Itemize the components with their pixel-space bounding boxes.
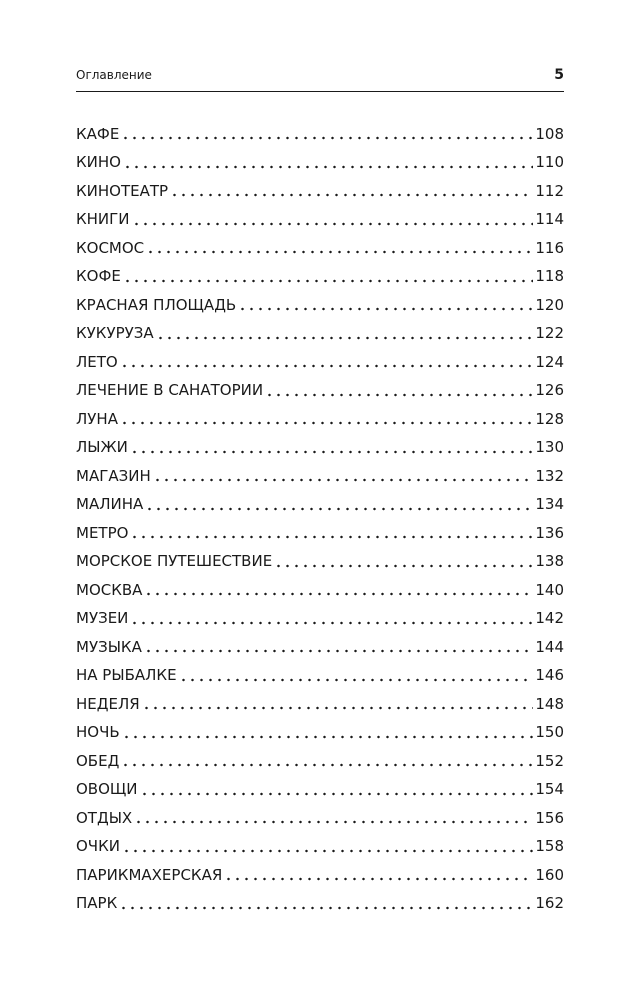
dot-leader <box>132 213 534 227</box>
toc-entry[interactable] <box>76 548 564 577</box>
dot-leader <box>179 669 534 683</box>
dot-leader <box>144 583 533 597</box>
toc-entry-title: НОЧЬ <box>76 723 120 742</box>
toc-entry-title: ОТДЫХ <box>76 808 133 827</box>
toc-entry-title: ЛУНА <box>76 409 118 428</box>
toc-entry-title: ОБЕД <box>76 751 120 770</box>
toc-entry-page: 116 <box>535 238 564 257</box>
toc-entry-title: ОВОЩИ <box>76 780 138 799</box>
dot-leader <box>274 555 533 569</box>
toc-entry-page: 118 <box>535 267 564 286</box>
dot-leader <box>119 897 533 911</box>
dot-leader <box>145 498 533 512</box>
page-number: 5 <box>554 67 564 83</box>
toc-entry-title: МОСКВА <box>76 580 143 599</box>
toc-entry[interactable] <box>76 662 564 691</box>
toc-entry-title: ПАРИКМАХЕРСКАЯ <box>76 865 223 884</box>
toc-entry[interactable] <box>76 519 564 548</box>
dot-leader <box>153 469 534 483</box>
dot-leader <box>121 754 533 768</box>
toc-entry[interactable] <box>76 491 564 520</box>
toc-entry-page: 128 <box>535 409 564 428</box>
toc-entry-page: 112 <box>535 181 564 200</box>
toc-entry[interactable] <box>76 690 564 719</box>
dot-leader <box>140 783 534 797</box>
toc-entry-title: КИНО <box>76 153 121 172</box>
toc-entry-title: ОЧКИ <box>76 837 120 856</box>
toc-entry-page: 110 <box>535 153 564 172</box>
toc-entry-title: МАЛИНА <box>76 495 144 514</box>
toc-entry[interactable] <box>76 177 564 206</box>
toc-entry-page: 134 <box>535 495 564 514</box>
toc-entry-page: 120 <box>535 295 564 314</box>
toc-entry[interactable] <box>76 605 564 634</box>
toc-entry-page: 160 <box>535 865 564 884</box>
toc-entry-page: 130 <box>535 438 564 457</box>
toc-entry[interactable] <box>76 833 564 862</box>
toc-entry-page: 122 <box>535 324 564 343</box>
toc-entry-page: 140 <box>535 580 564 599</box>
toc-entry[interactable] <box>76 890 564 919</box>
toc-entry-title: ЛЕЧЕНИЕ В САНАТОРИИ <box>76 381 264 400</box>
dot-leader <box>156 327 534 341</box>
toc-entry-title: МУЗЫКА <box>76 637 142 656</box>
toc-entry[interactable] <box>76 149 564 178</box>
header-divider <box>76 91 564 92</box>
toc-entry-page: 156 <box>535 808 564 827</box>
toc-entry-page: 138 <box>535 552 564 571</box>
toc-entry-title: КОСМОС <box>76 238 145 257</box>
toc-entry[interactable] <box>76 633 564 662</box>
toc-entry-title: КАФЕ <box>76 124 120 143</box>
toc-entry-page: 152 <box>535 751 564 770</box>
toc-entry[interactable] <box>76 263 564 292</box>
toc-entry-page: 150 <box>535 723 564 742</box>
dot-leader <box>122 726 534 740</box>
toc-entry-page: 124 <box>535 352 564 371</box>
toc-entry[interactable] <box>76 747 564 776</box>
toc-entry[interactable] <box>76 348 564 377</box>
dot-leader <box>120 412 533 426</box>
toc-entry[interactable] <box>76 719 564 748</box>
running-header <box>76 64 564 86</box>
toc-entry-page: 144 <box>535 637 564 656</box>
toc-entry-title: КНИГИ <box>76 210 130 229</box>
running-header-title: Оглавление <box>76 68 152 82</box>
toc-entry-title: МУЗЕИ <box>76 609 129 628</box>
toc-entry[interactable] <box>76 405 564 434</box>
toc-entry-page: 114 <box>535 210 564 229</box>
toc-entry[interactable] <box>76 576 564 605</box>
dot-leader <box>122 840 533 854</box>
dot-leader <box>265 384 533 398</box>
toc-entry[interactable] <box>76 462 564 491</box>
dot-leader <box>130 612 533 626</box>
dot-leader <box>142 697 534 711</box>
toc-entry-title: КУКУРУЗА <box>76 324 154 343</box>
dot-leader <box>123 270 534 284</box>
dot-leader <box>238 298 533 312</box>
toc-entry-title: ПАРК <box>76 894 118 913</box>
dot-leader <box>144 640 534 654</box>
toc-entry-page: 158 <box>535 837 564 856</box>
toc-entry-title: МОРСКОЕ ПУТЕШЕСТВИЕ <box>76 552 273 571</box>
dot-leader <box>120 355 534 369</box>
toc-entry-title: НА РЫБАЛКЕ <box>76 666 177 685</box>
toc-entry-title: ЛЫЖИ <box>76 438 128 457</box>
toc-entry[interactable] <box>76 291 564 320</box>
dot-leader <box>121 127 533 141</box>
toc-entry[interactable] <box>76 234 564 263</box>
dot-leader <box>123 156 533 170</box>
dot-leader <box>130 526 533 540</box>
toc-entry-page: 154 <box>535 780 564 799</box>
toc-entry-page: 136 <box>535 523 564 542</box>
toc-entry[interactable] <box>76 206 564 235</box>
dot-leader <box>130 441 533 455</box>
toc-entry-title: ЛЕТО <box>76 352 118 371</box>
toc-entry-title: КОФЕ <box>76 267 121 286</box>
dot-leader <box>170 184 533 198</box>
toc-entry-title: КРАСНАЯ ПЛОЩАДЬ <box>76 295 237 314</box>
toc-entry[interactable] <box>76 377 564 406</box>
toc-entry-page: 108 <box>535 124 564 143</box>
toc-entry[interactable] <box>76 776 564 805</box>
toc-entry-page: 148 <box>535 694 564 713</box>
toc-entry[interactable] <box>76 861 564 890</box>
toc-entry-page: 132 <box>535 466 564 485</box>
toc-entry-page: 146 <box>535 666 564 685</box>
toc-entry-title: НЕДЕЛЯ <box>76 694 140 713</box>
toc-entry[interactable] <box>76 434 564 463</box>
toc-entry-page: 162 <box>535 894 564 913</box>
toc-entry[interactable] <box>76 804 564 833</box>
toc-entry[interactable] <box>76 120 564 149</box>
dot-leader <box>146 241 533 255</box>
dot-leader <box>224 868 533 882</box>
dot-leader <box>134 811 533 825</box>
toc-entry-page: 142 <box>535 609 564 628</box>
toc-entry-title: КИНОТЕАТР <box>76 181 169 200</box>
toc-entry-title: МЕТРО <box>76 523 129 542</box>
toc-entry-page: 126 <box>535 381 564 400</box>
table-of-contents <box>76 120 564 918</box>
toc-entry-title: МАГАЗИН <box>76 466 151 485</box>
toc-entry[interactable] <box>76 320 564 349</box>
